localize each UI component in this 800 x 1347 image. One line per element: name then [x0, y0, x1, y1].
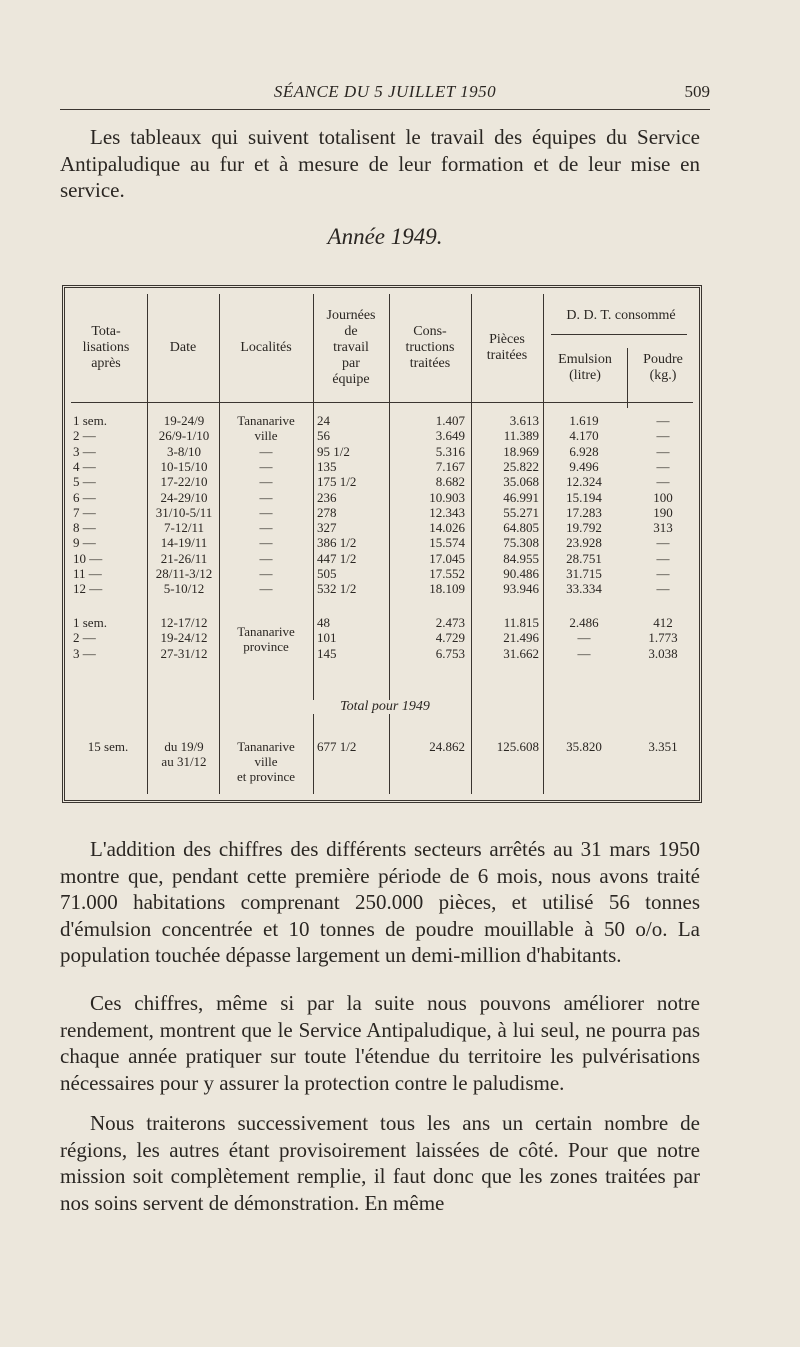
header-text: lisations: [82, 340, 130, 355]
table-cell-cons: 17.045: [429, 550, 465, 566]
running-title: SÉANCE DU 5 JUILLET 1950: [273, 82, 497, 101]
table-cell-emul: —: [577, 645, 591, 661]
table-cell-cons: 18.109: [429, 581, 465, 597]
table-cell-pieces: 35.068: [503, 474, 539, 490]
table-cell-pieces: 21.496: [503, 630, 539, 646]
table-cell-pieces: 25.822: [503, 458, 539, 474]
table-cell-loc: —: [259, 489, 273, 505]
table-cell-tot: 4 —: [73, 458, 96, 474]
body-paragraph-3: Nous traiterons successivement tous les ans un certain nombre de régions, les autres étant provisoirement laissées de côté. Pour que notre mission soit complètement remplie, il faut donc que les zones traitées par nos soins servent de démonstration. En même: [60, 1111, 700, 1215]
table-cell-tot: 2 —: [73, 428, 96, 444]
table-cell-tot: 3 —: [73, 645, 96, 661]
col-rule: [147, 294, 148, 794]
locality-label: Tananarive: [237, 413, 295, 428]
table-cell-tot: 11 —: [73, 566, 102, 581]
table-cell-cons: 1.407: [435, 413, 465, 428]
header-text: (kg.): [649, 368, 677, 383]
total-cell-poudre: 3.351: [648, 739, 678, 754]
table-cell-date: 19-24/12: [160, 630, 208, 646]
table-cell-loc: —: [259, 581, 273, 597]
table-cell-jour: 135: [317, 458, 337, 474]
table-cell-date: 3-8/10: [167, 443, 201, 459]
table-cell-poudre: —: [656, 443, 670, 459]
table-cell-tot: 9 —: [73, 535, 96, 551]
header-text: Journées: [326, 308, 376, 323]
table-cell-tot: 12 —: [73, 581, 103, 597]
ddt-table: [62, 285, 702, 803]
table-cell-loc: —: [259, 535, 273, 551]
table-cell-tot: 2 —: [73, 630, 96, 646]
table-cell-date: 31/10-5/11: [155, 504, 213, 520]
table-cell-poudre: 190: [653, 504, 673, 520]
table-cell-jour: 386 1/2: [317, 535, 357, 551]
header-poudre: [627, 352, 699, 384]
header-localites: Localités: [240, 340, 292, 355]
table-cell-cons: 15.574: [429, 535, 465, 551]
table-cell-pieces: 18.969: [503, 443, 539, 459]
table-cell-loc: —: [259, 443, 273, 459]
table-cell-jour: 236: [317, 489, 337, 505]
header-ddt: D. D. T. consommé: [566, 308, 676, 323]
table-cell-tot: 3 —: [73, 443, 96, 459]
table-cell-emul: 2.486: [569, 615, 599, 630]
header-text: traitées: [486, 348, 528, 363]
table-cell-date: 12-17/12: [160, 615, 208, 630]
table-cell-tot: 10 —: [73, 550, 103, 566]
table-cell-emul: 31.715: [566, 566, 602, 581]
table-cell-jour: 175 1/2: [317, 474, 357, 490]
table-cell-date: 26/9-1/10: [158, 428, 210, 444]
table-cell-cons: 5.316: [435, 443, 465, 459]
header-emulsion: [543, 352, 627, 384]
table-cell-date: 10-15/10: [160, 458, 208, 474]
table-cell-jour: 278: [317, 504, 337, 520]
total-cell-pieces: 125.608: [496, 739, 539, 754]
col-rule: [471, 294, 472, 794]
table-cell-poudre: —: [656, 458, 670, 474]
table-cell-tot: 6 —: [73, 489, 96, 505]
header-text: travail: [333, 340, 369, 355]
table-cell-poudre: —: [656, 413, 670, 428]
header-text: après: [91, 356, 121, 371]
header-text: Cons-: [413, 324, 447, 339]
table-cell-emul: 33.334: [566, 581, 602, 597]
table-cell-pieces: 31.662: [503, 645, 539, 661]
col-rule: [219, 294, 220, 794]
header-text: traitées: [409, 356, 451, 371]
header-text: Pièces: [489, 332, 525, 347]
header-date: Date: [169, 340, 197, 355]
total-cell-loc: ville: [254, 754, 278, 769]
table-cell-date: 19-24/9: [163, 413, 205, 428]
table-cell-emul: 28.751: [566, 550, 602, 566]
table-cell-pieces: 90.486: [503, 566, 539, 581]
table-cell-cons: 8.682: [435, 474, 465, 490]
table-cell-date: 28/11-3/12: [155, 566, 213, 581]
total-label: Total pour 1949: [305, 700, 465, 714]
intro-paragraph: Les tableaux qui suivent totalisent le travail des équipes du Service Antipaludique au fur et à mesure de leur formation et de leur mise en service.: [60, 125, 700, 202]
table-cell-emul: —: [577, 630, 591, 646]
table-cell-poudre: 1.773: [648, 630, 678, 646]
table-cell-date: 7-12/11: [164, 520, 204, 536]
table-cell-jour: 56: [317, 428, 330, 444]
page-number: 509: [684, 82, 710, 101]
table-cell-emul: 1.619: [569, 413, 599, 428]
table-cell-loc: —: [259, 520, 273, 536]
table-cell-jour: 145: [317, 645, 337, 661]
table-cell-pieces: 46.991: [503, 489, 539, 505]
body-paragraph-2: Ces chiffres, même si par la suite nous pouvons améliorer notre rendement, montrent que le Service Antipaludique, à lui seul, ne pourra pas chaque année pratiquer sur toute l'étendue du territoire les pulvérisations nécessaires pour y assurer la protection contre le paludisme.: [60, 991, 700, 1095]
table-cell-pieces: 84.955: [503, 550, 539, 566]
year-title: Année 1949.: [327, 224, 443, 249]
table-cell-poudre: 412: [653, 615, 673, 630]
header-text: équipe: [332, 372, 370, 387]
table-cell-cons: 4.729: [435, 630, 465, 646]
locality-label: province: [243, 639, 289, 654]
table-cell-emul: 23.928: [566, 535, 602, 551]
table-cell-loc: —: [259, 566, 273, 581]
table-cell-jour: 505: [317, 566, 337, 581]
table-cell-poudre: —: [656, 535, 670, 551]
table-cell-poudre: —: [656, 566, 670, 581]
table-cell-tot: 7 —: [73, 504, 96, 520]
table-cell-date: 5-10/12: [163, 581, 205, 597]
table-cell-cons: 2.473: [435, 615, 465, 630]
table-cell-poudre: 3.038: [648, 645, 678, 661]
table-cell-pieces: 93.946: [503, 581, 539, 597]
header-journees: [313, 308, 389, 388]
table-cell-date: 21-26/11: [160, 550, 208, 566]
table-cell-cons: 17.552: [429, 566, 465, 581]
header-rule: [60, 109, 710, 110]
table-cell-poudre: 313: [653, 520, 673, 536]
table-cell-date: 17-22/10: [160, 474, 208, 490]
table-cell-tot: 1 sem.: [73, 615, 107, 630]
table-cell-poudre: —: [656, 550, 670, 566]
locality-label: Tananarive: [237, 624, 295, 639]
table-cell-emul: 15.194: [566, 489, 602, 505]
table-cell-loc: —: [259, 474, 273, 490]
table-cell-cons: 10.903: [429, 489, 465, 505]
header-rule-line: [71, 402, 693, 403]
table-cell-emul: 12.324: [566, 474, 602, 490]
header-totalisations: [65, 324, 147, 372]
table-cell-cons: 6.753: [435, 645, 465, 661]
table-cell-jour: 532 1/2: [317, 581, 357, 597]
table-cell-jour: 327: [317, 520, 337, 536]
header-constructions: [389, 324, 471, 372]
table-cell-emul: 17.283: [566, 504, 602, 520]
table-cell-date: 27-31/12: [160, 645, 208, 661]
table-cell-cons: 14.026: [429, 520, 465, 536]
table-cell-loc: —: [259, 550, 273, 566]
table-cell-tot: 1 sem.: [73, 413, 107, 428]
table-cell-date: 14-19/11: [160, 535, 208, 551]
table-cell-loc: —: [259, 458, 273, 474]
header-text: de: [344, 324, 358, 339]
total-cell-loc: Tananarive: [237, 739, 295, 754]
table-cell-date: 24-29/10: [160, 489, 208, 505]
header-text: Poudre: [643, 352, 683, 367]
header-pieces: [471, 332, 543, 364]
table-cell-pieces: 55.271: [503, 504, 539, 520]
total-cell-cons: 24.862: [429, 739, 465, 754]
ddt-brace-line: [551, 334, 687, 335]
table-cell-pieces: 3.613: [509, 413, 539, 428]
body-paragraph-1: L'addition des chiffres des différents secteurs arrêtés au 31 mars 1950 montre que, pendant cette première période de 6 mois, nous avons traité 71.000 habitations comprenant 250.000 pièces, et utilisé 56 tonnes d'émulsion concentrée et 10 tonnes de poudre mouillable à 50 o/o. La population touchée dépasse largement un demi-million d'habitants.: [60, 837, 700, 967]
total-cell-tot: 15 sem.: [87, 739, 129, 754]
table-cell-emul: 6.928: [569, 443, 599, 459]
table-cell-emul: 4.170: [569, 428, 599, 444]
table-cell-jour: 447 1/2: [317, 550, 357, 566]
table-cell-jour: 48: [317, 615, 330, 630]
total-cell-date: du 19/9: [164, 739, 204, 754]
table-cell-pieces: 75.308: [503, 535, 539, 551]
table-cell-emul: 9.496: [569, 458, 599, 474]
header-text: Emulsion: [558, 352, 612, 367]
table-cell-poudre: —: [656, 474, 670, 490]
table-cell-poudre: —: [656, 428, 670, 444]
total-cell-date: au 31/12: [161, 754, 207, 769]
table-cell-jour: 24: [317, 413, 330, 428]
table-cell-jour: 101: [317, 630, 337, 646]
table-cell-pieces: 64.805: [503, 520, 539, 536]
table-cell-emul: 19.792: [566, 520, 602, 536]
header-text: (litre): [569, 368, 601, 383]
table-cell-loc: —: [259, 504, 273, 520]
table-cell-cons: 3.649: [435, 428, 465, 444]
table-cell-poudre: —: [656, 581, 670, 597]
total-cell-jour: 677 1/2: [317, 739, 357, 754]
table-cell-jour: 95 1/2: [317, 443, 350, 459]
running-header: [60, 78, 710, 108]
table-cell-pieces: 11.815: [503, 615, 539, 630]
header-text: par: [342, 356, 360, 371]
table-cell-tot: 5 —: [73, 474, 96, 490]
header-text: Tota-: [91, 324, 121, 339]
total-cell-loc: et province: [236, 769, 296, 784]
header-text: tructions: [405, 340, 455, 355]
locality-label: ville: [254, 428, 278, 443]
table-cell-cons: 12.343: [429, 504, 465, 520]
table-cell-pieces: 11.389: [503, 428, 539, 444]
table-cell-poudre: 100: [653, 489, 673, 505]
total-cell-emul: 35.820: [566, 739, 602, 754]
table-cell-tot: 8 —: [73, 520, 96, 536]
table-cell-cons: 7.167: [435, 458, 465, 474]
